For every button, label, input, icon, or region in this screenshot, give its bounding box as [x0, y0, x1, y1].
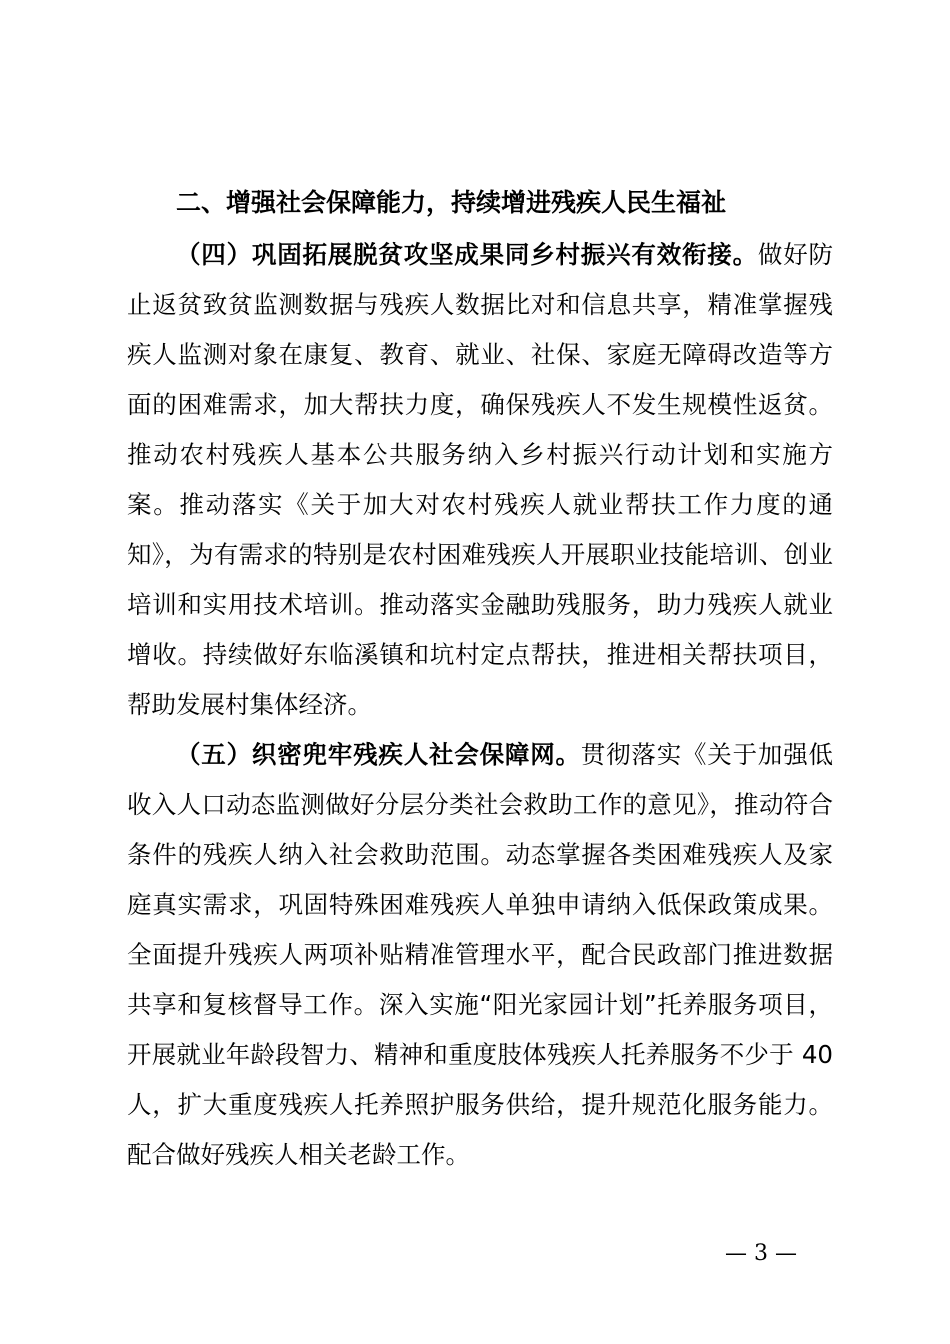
paragraph-body: 贯彻落实《关于加强低收入人口动态监测做好分层分类社会救助工作的意见》，推动符合条件的残疾人纳入社会救助范围。动态掌握各类困难残疾人及家庭真实需求，巩固特殊困难残疾人单独申请纳入低保政策成果。全面提升残疾人两项补贴精准管理水平，配合民政部门推进数据共享和复核督导工作。深入实施“阳光家园计划”托养服务项目，开展就业年龄段智力、精神和重度肢体残疾人托养服务不少于 40 人，扩大重度残疾人托养照护服务供给，提升规范化服务能力。配合做好残疾人相关老龄工作。 — [127, 740, 834, 1169]
paragraph-social-security-net — [127, 730, 833, 1180]
section-heading: 二、增强社会保障能力，持续增进残疾人民生福祉 — [176, 188, 727, 217]
paragraph-lead: （五）织密兜牢残疾人社会保障网。 — [176, 740, 581, 769]
page-number: — 3 — — [725, 1241, 797, 1266]
paragraph-body: 做好防止返贫致贫监测数据与残疾人数据比对和信息共享，精准掌握残疾人监测对象在康复、教育、就业、社保、家庭无障碍改造等方面的困难需求，加大帮扶力度，确保残疾人不发生规模性返贫。推动农村残疾人基本公共服务纳入乡村振兴行动计划和实施方案。推动落实《关于加大对农村残疾人就业帮扶工作力度的通知》，为有需求的特别是农村困难残疾人开展职业技能培训、创业培训和实用技术培训。推动落实金融助残服务，助力残疾人就业增收。持续做好东临溪镇和坑村定点帮扶，推进相关帮扶项目，帮助发展村集体经济。 — [127, 240, 834, 719]
paragraph-lead: （四）巩固拓展脱贫攻坚成果同乡村振兴有效衔接。 — [176, 240, 758, 269]
paragraph-consolidate-poverty-alleviation — [127, 230, 833, 730]
